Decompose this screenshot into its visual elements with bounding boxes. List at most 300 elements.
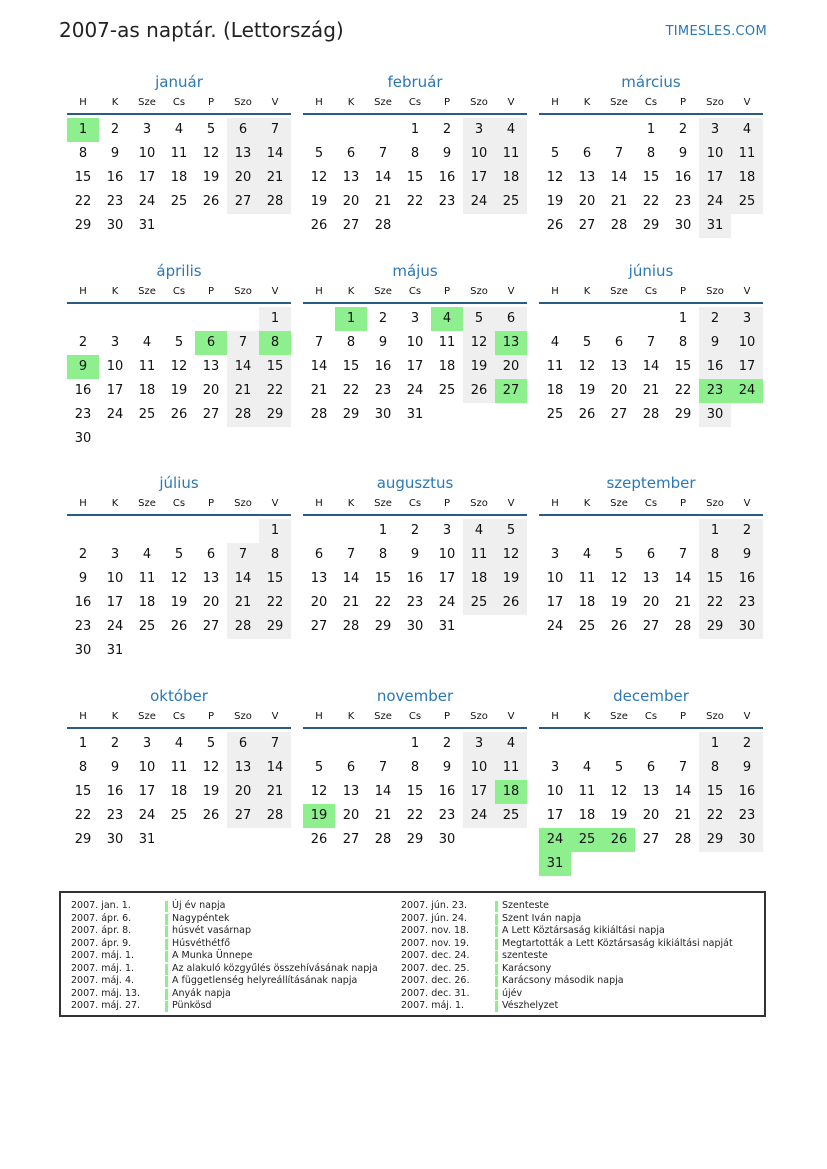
day-cell[interactable]: 20 [495,355,527,379]
day-cell[interactable]: 12 [170,359,188,374]
day-cell[interactable]: 4 [463,519,495,543]
holiday-day-cell[interactable]: 25 [571,828,603,852]
day-cell[interactable]: 28 [227,615,259,639]
day-cell[interactable]: 1 [259,307,291,331]
day-cell[interactable]: 3 [463,732,495,756]
day-cell[interactable]: 5 [582,335,592,350]
day-cell[interactable]: 11 [495,142,527,166]
day-cell[interactable]: 4 [731,118,763,142]
day-cell[interactable]: 15 [699,567,731,591]
day-cell[interactable]: 19 [610,595,628,610]
day-cell[interactable]: 16 [731,780,763,804]
day-cell[interactable]: 1 [410,736,420,751]
day-cell[interactable]: 22 [642,194,660,209]
day-cell[interactable]: 1 [678,311,688,326]
day-cell[interactable]: 10 [731,331,763,355]
day-cell[interactable]: 5 [314,146,324,161]
day-cell[interactable]: 4 [582,547,592,562]
holiday-day-cell[interactable]: 1 [67,118,99,142]
day-cell[interactable]: 15 [74,784,92,799]
day-cell[interactable]: 19 [546,194,564,209]
day-cell[interactable]: 29 [342,407,360,422]
day-cell[interactable]: 19 [202,784,220,799]
day-cell[interactable]: 3 [550,547,560,562]
day-cell[interactable]: 16 [106,784,124,799]
day-cell[interactable]: 30 [74,643,92,658]
day-cell[interactable]: 15 [406,170,424,185]
day-cell[interactable]: 2 [78,335,88,350]
day-cell[interactable]: 1 [699,519,731,543]
day-cell[interactable]: 24 [106,407,124,422]
day-cell[interactable]: 24 [699,190,731,214]
day-cell[interactable]: 11 [463,543,495,567]
day-cell[interactable]: 23 [731,804,763,828]
day-cell[interactable]: 9 [731,543,763,567]
day-cell[interactable]: 2 [78,547,88,562]
day-cell[interactable]: 31 [106,643,124,658]
day-cell[interactable]: 16 [74,595,92,610]
holiday-day-cell[interactable]: 1 [335,307,367,331]
day-cell[interactable]: 28 [342,619,360,634]
day-cell[interactable]: 7 [678,547,688,562]
day-cell[interactable]: 8 [678,335,688,350]
day-cell[interactable]: 2 [678,122,688,137]
day-cell[interactable]: 16 [731,567,763,591]
day-cell[interactable]: 18 [138,383,156,398]
day-cell[interactable]: 13 [202,359,220,374]
day-cell[interactable]: 23 [74,407,92,422]
day-cell[interactable]: 29 [259,615,291,639]
day-cell[interactable]: 26 [546,218,564,233]
day-cell[interactable]: 22 [674,383,692,398]
day-cell[interactable]: 14 [259,142,291,166]
day-cell[interactable]: 21 [259,166,291,190]
day-cell[interactable]: 28 [259,190,291,214]
day-cell[interactable]: 14 [259,756,291,780]
day-cell[interactable]: 15 [642,170,660,185]
day-cell[interactable]: 30 [406,619,424,634]
day-cell[interactable]: 4 [174,122,184,137]
day-cell[interactable]: 8 [699,756,731,780]
day-cell[interactable]: 18 [438,359,456,374]
day-cell[interactable]: 16 [74,383,92,398]
day-cell[interactable]: 15 [699,780,731,804]
holiday-day-cell[interactable]: 27 [495,379,527,403]
day-cell[interactable]: 19 [578,383,596,398]
day-cell[interactable]: 27 [578,218,596,233]
day-cell[interactable]: 13 [202,571,220,586]
day-cell[interactable]: 19 [170,595,188,610]
day-cell[interactable]: 13 [342,784,360,799]
holiday-day-cell[interactable]: 24 [539,828,571,852]
day-cell[interactable]: 8 [78,146,88,161]
day-cell[interactable]: 4 [550,335,560,350]
day-cell[interactable]: 18 [731,166,763,190]
day-cell[interactable]: 17 [463,166,495,190]
day-cell[interactable]: 10 [546,784,564,799]
holiday-day-cell[interactable]: 24 [731,379,763,403]
day-cell[interactable]: 24 [106,619,124,634]
holiday-day-cell[interactable]: 13 [495,331,527,355]
day-cell[interactable]: 14 [342,571,360,586]
day-cell[interactable]: 12 [310,170,328,185]
day-cell[interactable]: 14 [374,784,392,799]
day-cell[interactable]: 3 [110,335,120,350]
day-cell[interactable]: 5 [206,736,216,751]
day-cell[interactable]: 16 [106,170,124,185]
day-cell[interactable]: 28 [227,403,259,427]
day-cell[interactable]: 3 [731,307,763,331]
day-cell[interactable]: 13 [610,359,628,374]
day-cell[interactable]: 30 [374,407,392,422]
day-cell[interactable]: 5 [314,760,324,775]
day-cell[interactable]: 22 [342,383,360,398]
day-cell[interactable]: 8 [410,760,420,775]
day-cell[interactable]: 4 [142,335,152,350]
day-cell[interactable]: 7 [614,146,624,161]
day-cell[interactable]: 18 [170,170,188,185]
day-cell[interactable]: 2 [731,519,763,543]
day-cell[interactable]: 26 [610,619,628,634]
day-cell[interactable]: 13 [578,170,596,185]
day-cell[interactable]: 10 [463,756,495,780]
day-cell[interactable]: 8 [646,146,656,161]
day-cell[interactable]: 12 [610,784,628,799]
day-cell[interactable]: 28 [374,832,392,847]
day-cell[interactable]: 27 [642,832,660,847]
day-cell[interactable]: 11 [546,359,564,374]
day-cell[interactable]: 24 [138,808,156,823]
day-cell[interactable]: 12 [170,571,188,586]
day-cell[interactable]: 24 [463,190,495,214]
holiday-day-cell[interactable]: 8 [259,331,291,355]
day-cell[interactable]: 5 [206,122,216,137]
day-cell[interactable]: 30 [74,431,92,446]
day-cell[interactable]: 25 [438,383,456,398]
day-cell[interactable]: 6 [227,732,259,756]
day-cell[interactable]: 10 [138,760,156,775]
day-cell[interactable]: 27 [342,832,360,847]
day-cell[interactable]: 29 [699,828,731,852]
day-cell[interactable]: 13 [310,571,328,586]
day-cell[interactable]: 23 [106,194,124,209]
day-cell[interactable]: 5 [614,760,624,775]
day-cell[interactable]: 4 [495,118,527,142]
day-cell[interactable]: 27 [642,619,660,634]
day-cell[interactable]: 15 [259,567,291,591]
day-cell[interactable]: 30 [731,828,763,852]
day-cell[interactable]: 16 [438,784,456,799]
day-cell[interactable]: 25 [138,407,156,422]
brand-link[interactable]: TIMESLES.COM [665,24,767,39]
day-cell[interactable]: 9 [410,547,420,562]
day-cell[interactable]: 11 [578,784,596,799]
day-cell[interactable]: 17 [463,780,495,804]
day-cell[interactable]: 25 [138,619,156,634]
day-cell[interactable]: 6 [614,335,624,350]
day-cell[interactable]: 27 [227,804,259,828]
day-cell[interactable]: 27 [342,218,360,233]
day-cell[interactable]: 8 [378,547,388,562]
day-cell[interactable]: 22 [74,194,92,209]
day-cell[interactable]: 6 [582,146,592,161]
day-cell[interactable]: 29 [642,218,660,233]
day-cell[interactable]: 28 [674,832,692,847]
day-cell[interactable]: 22 [406,194,424,209]
day-cell[interactable]: 19 [495,567,527,591]
day-cell[interactable]: 12 [310,784,328,799]
day-cell[interactable]: 25 [170,194,188,209]
day-cell[interactable]: 24 [406,383,424,398]
day-cell[interactable]: 12 [495,543,527,567]
day-cell[interactable]: 25 [495,804,527,828]
day-cell[interactable]: 3 [110,547,120,562]
day-cell[interactable]: 3 [699,118,731,142]
day-cell[interactable]: 6 [346,146,356,161]
day-cell[interactable]: 14 [374,170,392,185]
holiday-day-cell[interactable]: 19 [303,804,335,828]
day-cell[interactable]: 1 [410,122,420,137]
day-cell[interactable]: 15 [259,355,291,379]
day-cell[interactable]: 2 [442,736,452,751]
day-cell[interactable]: 24 [463,804,495,828]
day-cell[interactable]: 15 [342,359,360,374]
day-cell[interactable]: 15 [674,359,692,374]
day-cell[interactable]: 22 [74,808,92,823]
day-cell[interactable]: 7 [378,146,388,161]
day-cell[interactable]: 21 [310,383,328,398]
day-cell[interactable]: 20 [227,780,259,804]
day-cell[interactable]: 17 [406,359,424,374]
day-cell[interactable]: 14 [674,784,692,799]
day-cell[interactable]: 14 [227,567,259,591]
day-cell[interactable]: 22 [699,804,731,828]
day-cell[interactable]: 24 [438,595,456,610]
day-cell[interactable]: 10 [699,142,731,166]
day-cell[interactable]: 1 [378,523,388,538]
day-cell[interactable]: 21 [227,379,259,403]
day-cell[interactable]: 9 [699,331,731,355]
day-cell[interactable]: 20 [342,194,360,209]
day-cell[interactable]: 17 [106,595,124,610]
day-cell[interactable]: 11 [495,756,527,780]
day-cell[interactable]: 29 [699,615,731,639]
day-cell[interactable]: 21 [374,194,392,209]
day-cell[interactable]: 29 [74,218,92,233]
day-cell[interactable]: 21 [610,194,628,209]
day-cell[interactable]: 19 [310,194,328,209]
day-cell[interactable]: 4 [174,736,184,751]
holiday-day-cell[interactable]: 4 [431,307,463,331]
day-cell[interactable]: 28 [310,407,328,422]
day-cell[interactable]: 19 [170,383,188,398]
day-cell[interactable]: 10 [406,335,424,350]
day-cell[interactable]: 17 [138,784,156,799]
day-cell[interactable]: 17 [546,595,564,610]
day-cell[interactable]: 17 [699,166,731,190]
day-cell[interactable]: 30 [438,832,456,847]
day-cell[interactable]: 16 [699,355,731,379]
day-cell[interactable]: 17 [438,571,456,586]
day-cell[interactable]: 11 [731,142,763,166]
day-cell[interactable]: 1 [699,732,731,756]
day-cell[interactable]: 28 [674,619,692,634]
day-cell[interactable]: 8 [410,146,420,161]
day-cell[interactable]: 2 [442,122,452,137]
day-cell[interactable]: 28 [374,218,392,233]
day-cell[interactable]: 21 [342,595,360,610]
day-cell[interactable]: 13 [642,571,660,586]
day-cell[interactable]: 19 [610,808,628,823]
day-cell[interactable]: 3 [142,122,152,137]
day-cell[interactable]: 1 [646,122,656,137]
day-cell[interactable]: 27 [310,619,328,634]
day-cell[interactable]: 17 [731,355,763,379]
day-cell[interactable]: 25 [546,407,564,422]
day-cell[interactable]: 18 [138,595,156,610]
day-cell[interactable]: 2 [410,523,420,538]
day-cell[interactable]: 15 [406,784,424,799]
day-cell[interactable]: 26 [170,407,188,422]
day-cell[interactable]: 6 [206,547,216,562]
day-cell[interactable]: 18 [578,808,596,823]
day-cell[interactable]: 15 [374,571,392,586]
day-cell[interactable]: 6 [346,760,356,775]
day-cell[interactable]: 6 [646,547,656,562]
day-cell[interactable]: 7 [314,335,324,350]
day-cell[interactable]: 22 [699,591,731,615]
day-cell[interactable]: 13 [227,142,259,166]
day-cell[interactable]: 23 [106,808,124,823]
day-cell[interactable]: 24 [138,194,156,209]
day-cell[interactable]: 4 [495,732,527,756]
day-cell[interactable]: 21 [674,595,692,610]
day-cell[interactable]: 26 [170,619,188,634]
day-cell[interactable]: 6 [495,307,527,331]
day-cell[interactable]: 23 [438,808,456,823]
day-cell[interactable]: 2 [110,736,120,751]
day-cell[interactable]: 7 [227,543,259,567]
day-cell[interactable]: 12 [202,760,220,775]
day-cell[interactable]: 7 [227,331,259,355]
day-cell[interactable]: 25 [731,190,763,214]
day-cell[interactable]: 26 [578,407,596,422]
day-cell[interactable]: 25 [170,808,188,823]
day-cell[interactable]: 31 [138,832,156,847]
day-cell[interactable]: 27 [202,619,220,634]
day-cell[interactable]: 21 [674,808,692,823]
day-cell[interactable]: 10 [138,146,156,161]
day-cell[interactable]: 3 [463,118,495,142]
day-cell[interactable]: 18 [495,166,527,190]
day-cell[interactable]: 23 [406,595,424,610]
day-cell[interactable]: 13 [227,756,259,780]
day-cell[interactable]: 21 [374,808,392,823]
day-cell[interactable]: 10 [438,547,456,562]
day-cell[interactable]: 30 [106,832,124,847]
day-cell[interactable]: 29 [74,832,92,847]
day-cell[interactable]: 20 [227,166,259,190]
day-cell[interactable]: 7 [346,547,356,562]
day-cell[interactable]: 20 [202,595,220,610]
day-cell[interactable]: 12 [578,359,596,374]
day-cell[interactable]: 27 [610,407,628,422]
day-cell[interactable]: 26 [310,832,328,847]
day-cell[interactable]: 7 [259,732,291,756]
day-cell[interactable]: 11 [578,571,596,586]
day-cell[interactable]: 5 [174,335,184,350]
day-cell[interactable]: 20 [310,595,328,610]
day-cell[interactable]: 9 [110,760,120,775]
day-cell[interactable]: 26 [463,379,495,403]
holiday-day-cell[interactable]: 23 [699,379,731,403]
day-cell[interactable]: 12 [463,331,495,355]
day-cell[interactable]: 14 [674,571,692,586]
day-cell[interactable]: 29 [374,619,392,634]
day-cell[interactable]: 5 [550,146,560,161]
day-cell[interactable]: 31 [438,619,456,634]
day-cell[interactable]: 22 [259,591,291,615]
day-cell[interactable]: 12 [202,146,220,161]
day-cell[interactable]: 7 [646,335,656,350]
day-cell[interactable]: 10 [106,571,124,586]
day-cell[interactable]: 17 [546,808,564,823]
day-cell[interactable]: 21 [259,780,291,804]
day-cell[interactable]: 26 [310,218,328,233]
day-cell[interactable]: 18 [578,595,596,610]
day-cell[interactable]: 9 [678,146,688,161]
day-cell[interactable]: 16 [438,170,456,185]
day-cell[interactable]: 8 [346,335,356,350]
day-cell[interactable]: 9 [442,146,452,161]
day-cell[interactable]: 16 [674,170,692,185]
day-cell[interactable]: 7 [259,118,291,142]
day-cell[interactable]: 11 [138,359,156,374]
day-cell[interactable]: 5 [495,519,527,543]
day-cell[interactable]: 3 [442,523,452,538]
day-cell[interactable]: 30 [731,615,763,639]
holiday-day-cell[interactable]: 18 [495,780,527,804]
day-cell[interactable]: 11 [138,571,156,586]
day-cell[interactable]: 28 [642,407,660,422]
day-cell[interactable]: 29 [674,407,692,422]
day-cell[interactable]: 20 [642,595,660,610]
day-cell[interactable]: 23 [438,194,456,209]
day-cell[interactable]: 11 [170,146,188,161]
day-cell[interactable]: 1 [78,736,88,751]
day-cell[interactable]: 25 [578,619,596,634]
day-cell[interactable]: 14 [610,170,628,185]
day-cell[interactable]: 14 [642,359,660,374]
day-cell[interactable]: 22 [259,379,291,403]
day-cell[interactable]: 29 [259,403,291,427]
day-cell[interactable]: 3 [142,736,152,751]
day-cell[interactable]: 4 [582,760,592,775]
day-cell[interactable]: 5 [463,307,495,331]
day-cell[interactable]: 9 [731,756,763,780]
day-cell[interactable]: 22 [406,808,424,823]
day-cell[interactable]: 27 [202,407,220,422]
day-cell[interactable]: 15 [74,170,92,185]
day-cell[interactable]: 10 [106,359,124,374]
day-cell[interactable]: 16 [374,359,392,374]
day-cell[interactable]: 26 [202,194,220,209]
day-cell[interactable]: 8 [699,543,731,567]
day-cell[interactable]: 5 [174,547,184,562]
day-cell[interactable]: 9 [110,146,120,161]
day-cell[interactable]: 9 [378,335,388,350]
day-cell[interactable]: 23 [674,194,692,209]
